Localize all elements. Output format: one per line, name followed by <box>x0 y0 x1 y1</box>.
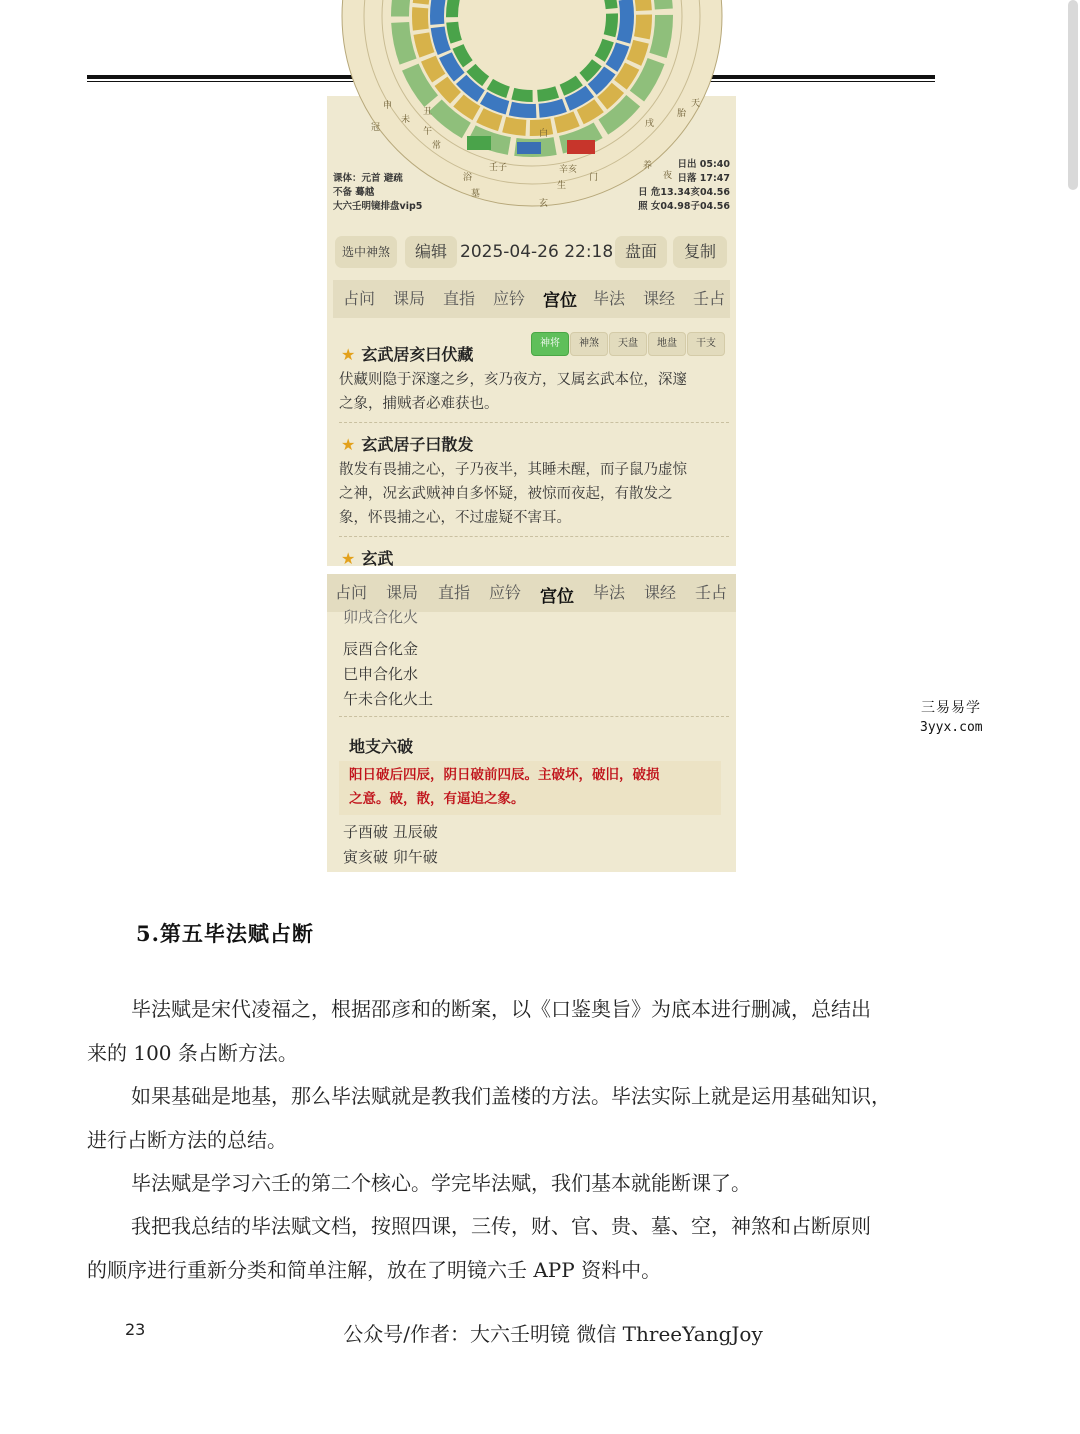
tab-yingqian[interactable]: 应钤 <box>493 289 526 308</box>
content-line: 寅亥破 卯午破 <box>343 848 438 866</box>
paragraph-line: 的顺序进行重新分类和简单注解，放在了明镜六壬 APP 资料中。 <box>87 1258 662 1282</box>
dial-label: 辛亥 <box>559 165 578 175</box>
highlight-line: 阳日破后四辰，阴日破前四辰。主破坏，破旧，破损 <box>349 767 660 783</box>
paragraph <box>87 1161 935 1205</box>
chip-shenjiang[interactable]: 神将 <box>531 332 569 356</box>
tab-yingqian[interactable]: 应钤 <box>489 583 522 602</box>
entry-line: 之神，况玄武贼神自多怀疑，被惊而夜起，有散发之 <box>339 486 673 502</box>
dial-label: 天 <box>691 99 701 109</box>
dial-label: 墓 <box>471 189 481 199</box>
dial-label: 白 <box>539 129 549 139</box>
watermark-name: 三易易学 <box>921 700 981 716</box>
chip-tianpan[interactable]: 天盘 <box>609 332 647 356</box>
dial-info-line: 照 女04.98子04.56 <box>638 201 730 212</box>
entry-line: 散发有畏捕之心，子乃夜半，其睡未醒，而子鼠乃虚惊 <box>339 462 687 478</box>
watermark-url: 3yyx.com <box>920 720 983 735</box>
tab-kejing[interactable]: 课经 <box>643 289 676 308</box>
app-screenshot-branches <box>327 574 736 872</box>
tab-zhizhi[interactable]: 直指 <box>438 583 471 602</box>
dial-label: 门 <box>589 173 599 183</box>
content-line: 巳申合化水 <box>343 665 419 683</box>
entry-title-text: 玄武 <box>361 549 394 568</box>
dial-label: 冠 <box>371 123 381 133</box>
tab-gongwei[interactable]: 宫位 <box>543 291 577 311</box>
section-title: 地支六破 <box>349 737 414 756</box>
divider <box>339 422 729 423</box>
dial-label: 戌 <box>645 119 655 129</box>
paragraph-line: 进行占断方法的总结。 <box>87 1128 287 1152</box>
dial-label: 夜 <box>663 171 673 181</box>
dial-info-line: 日 危13.34亥04.56 <box>638 187 730 198</box>
dial-info-line: 不备 蓦越 <box>333 187 375 198</box>
dial-label: 养 <box>643 161 653 171</box>
tab-zhanwen[interactable]: 占问 <box>343 289 376 308</box>
dial-label: 丑 <box>423 107 433 117</box>
tab-kejing[interactable]: 课经 <box>644 583 677 602</box>
scrollbar[interactable] <box>1068 0 1078 190</box>
dial-label: 浴 <box>463 173 473 183</box>
highlight-line: 之意。破，散，有逼迫之象。 <box>349 791 525 807</box>
dial-info-right <box>638 158 730 214</box>
paragraph <box>87 987 935 1075</box>
tab-renzhan[interactable]: 壬占 <box>695 583 728 602</box>
dial-label: 玄 <box>539 199 549 209</box>
content-line: 午未合化火土 <box>343 690 434 708</box>
edit-button[interactable]: 编辑 <box>405 236 457 268</box>
paragraph-line: 来的 100 条占断方法。 <box>87 1041 298 1065</box>
paragraph <box>87 1204 935 1292</box>
dial-info-line: 大六壬明镜排盘vip5 <box>333 201 423 212</box>
tab-bar <box>333 280 730 318</box>
dial-label: 生 <box>557 181 567 191</box>
chip-ganzhi[interactable]: 干支 <box>687 332 725 356</box>
dial-label: 申 <box>383 101 393 111</box>
entry-title <box>341 342 473 365</box>
entry-line: 伏藏则隐于深邃之乡，亥乃夜方，又属玄武本位，深邃 <box>339 372 687 388</box>
tab-bifa[interactable]: 毕法 <box>593 583 626 602</box>
copy-button[interactable]: 复制 <box>673 236 727 268</box>
divider <box>339 536 729 537</box>
entry-title <box>341 546 393 569</box>
tab-gongwei[interactable]: 宫位 <box>540 587 574 607</box>
dial-label: 常 <box>432 141 442 151</box>
entry-line: 之象，捕贼者必难获也。 <box>339 396 499 412</box>
divider <box>339 716 729 717</box>
dial-label: 壬子 <box>489 163 508 173</box>
tab-keju[interactable]: 课局 <box>393 289 426 308</box>
chip-shensha[interactable]: 神煞 <box>570 332 608 356</box>
content-line: 卯戌合化火 <box>343 608 419 626</box>
tab-bifa[interactable]: 毕法 <box>593 289 626 308</box>
datetime-value: 2025-04-26 22:18 <box>460 242 614 262</box>
dial-label: 午 <box>423 127 433 137</box>
content-line: 子酉破 丑辰破 <box>343 823 438 841</box>
tab-zhizhi[interactable]: 直指 <box>443 289 476 308</box>
entry-title <box>341 432 473 455</box>
paragraph-line: 如果基础是地基，那么毕法赋就是教我们盖楼的方法。毕法实际上就是运用基础知识， <box>131 1084 891 1108</box>
paragraph <box>87 1074 935 1162</box>
dial-info-line: 日出 05:40 <box>677 159 730 170</box>
datetime-select[interactable] <box>460 236 627 270</box>
paragraph-line: 毕法赋是学习六壬的第二个核心。学完毕法赋，我们基本就能断课了。 <box>131 1171 751 1195</box>
tab-keju[interactable]: 课局 <box>386 583 419 602</box>
highlight-box <box>339 761 721 815</box>
star-icon: ★ <box>341 345 356 364</box>
select-shensha-button[interactable]: 选中神煞 <box>335 236 397 268</box>
paragraph-line: 我把我总结的毕法赋文档，按照四课，三传，财、官、贵、墓、空，神煞和占断原则 <box>131 1214 871 1238</box>
entry-line: 象，怀畏捕之心，不过虚疑不害耳。 <box>339 510 571 526</box>
dial-info-line: 课体：元首 避疏 <box>333 173 403 184</box>
paragraph-line: 毕法赋是宋代凌福之，根据邵彦和的断案，以《口鉴奥旨》为底本进行删减，总结出 <box>131 997 871 1021</box>
entry-title-text: 玄武居子曰散发 <box>361 435 474 454</box>
app-screenshot-palace <box>327 96 736 566</box>
star-icon: ★ <box>341 435 356 454</box>
dial-info-left <box>333 172 422 214</box>
section-heading: 5.第五毕法赋占断 <box>136 921 314 946</box>
star-icon: ★ <box>341 549 356 568</box>
chip-dipan[interactable]: 地盘 <box>648 332 686 356</box>
scroll-content[interactable] <box>327 608 736 872</box>
dial-label: 胎 <box>677 109 687 119</box>
dial-info-line: 日落 17:47 <box>677 173 730 184</box>
page-number: 23 <box>125 1320 146 1339</box>
highlight-text <box>349 763 721 811</box>
page-footer: 公众号/作者：大六壬明镜 微信 ThreeYangJoy <box>343 1322 763 1346</box>
entry-text <box>339 368 727 416</box>
tab-renzhan[interactable]: 壬占 <box>693 289 726 308</box>
entry-title-text: 玄武居亥曰伏藏 <box>361 345 474 364</box>
dial-label: 未 <box>401 115 411 125</box>
board-button[interactable]: 盘面 <box>615 236 667 268</box>
entry-text <box>339 458 727 530</box>
content-line: 辰酉合化金 <box>343 640 419 658</box>
toolbar <box>327 236 736 270</box>
tab-zhanwen[interactable]: 占问 <box>335 583 368 602</box>
